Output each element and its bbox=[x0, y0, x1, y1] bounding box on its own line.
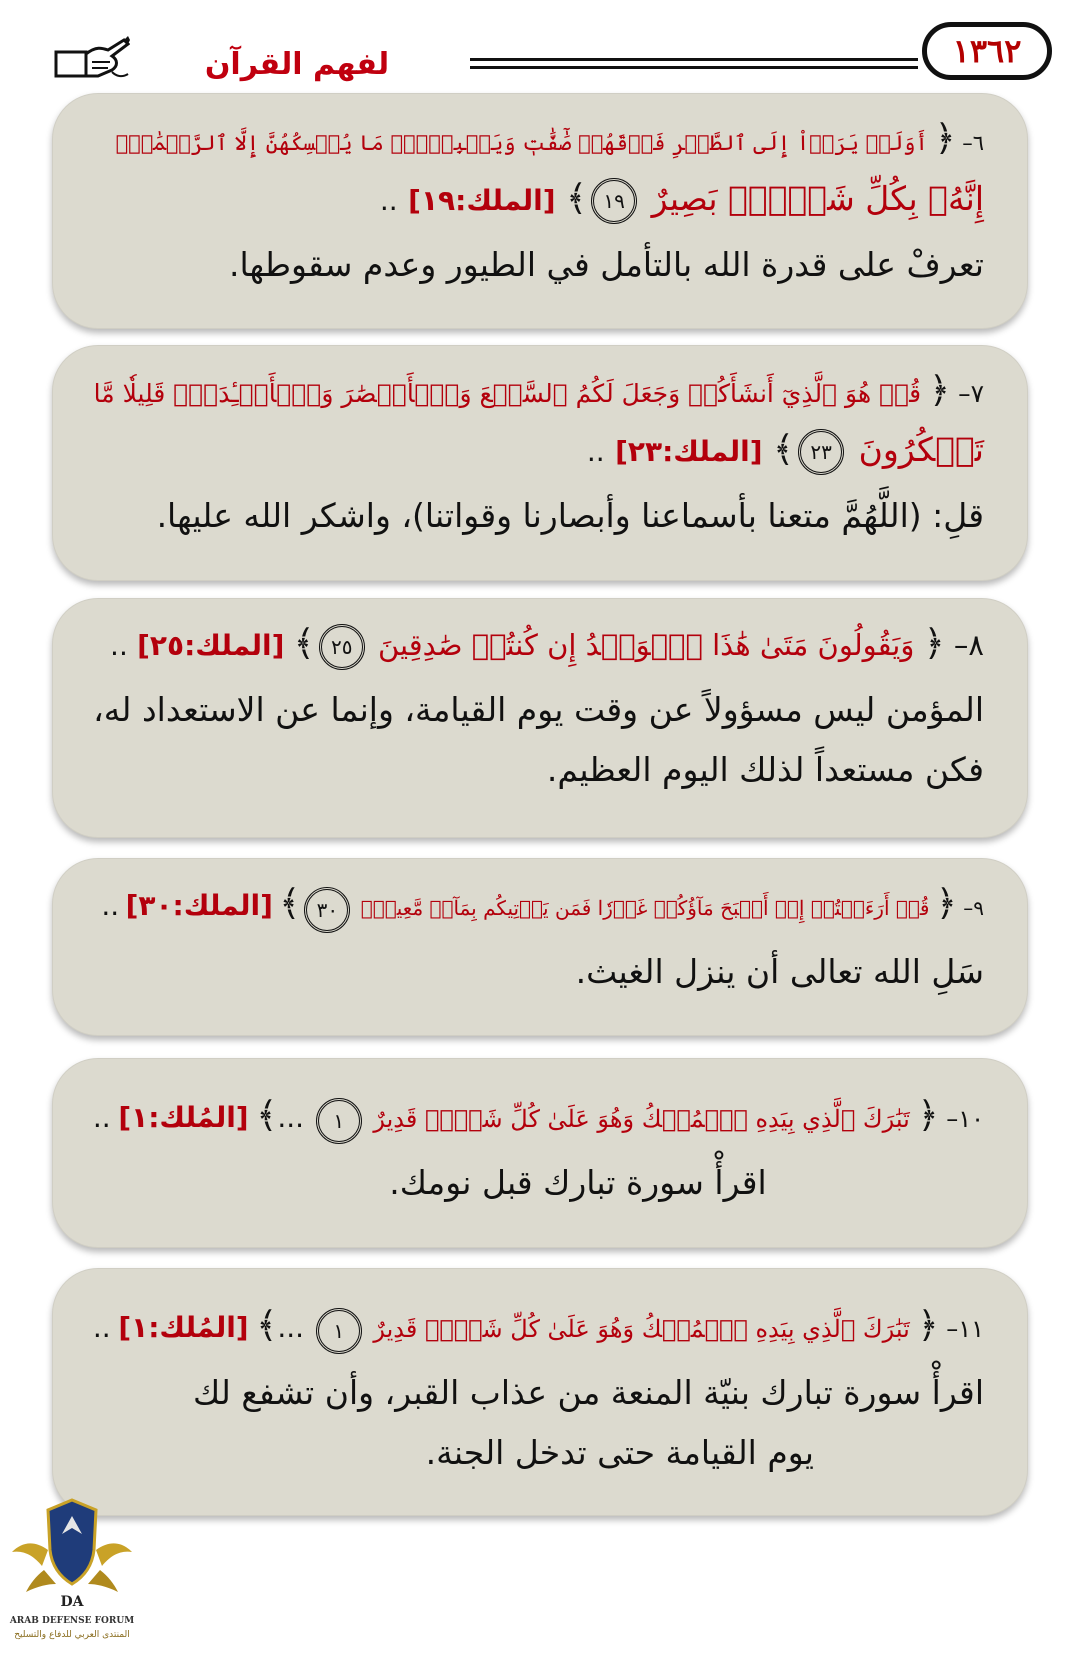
quran-bracket-open: ﴿ bbox=[934, 118, 956, 159]
verse-reference: [المُلك:١] bbox=[118, 1311, 249, 1344]
item-number: ٨– bbox=[953, 628, 984, 662]
ayah-number-badge: ٢٣ bbox=[798, 429, 844, 475]
verse-line bbox=[92, 171, 984, 229]
writing-hand-icon bbox=[52, 32, 130, 88]
verse-line bbox=[92, 111, 984, 171]
eagle-shield-emblem-icon bbox=[8, 1480, 136, 1616]
logo-emblem-text: DA bbox=[60, 1594, 84, 1610]
page-number: ١٣٦٢ bbox=[922, 22, 1052, 80]
verse-card bbox=[52, 1268, 1028, 1516]
quran-bracket-open: ﴿ bbox=[917, 1095, 939, 1136]
verse-reference: [المُلك:١] bbox=[118, 1101, 249, 1134]
commentary-text: اقرأْ سورة تبارك بنيّة المنعة من عذاب القبر، وأن تشفع لك bbox=[192, 1373, 984, 1412]
commentary-text: يوم القيامة حتى تدخل الجنة. bbox=[425, 1433, 814, 1472]
continuation-dots: .. bbox=[92, 1101, 111, 1134]
verse-line bbox=[92, 876, 984, 936]
verse-card bbox=[52, 1058, 1028, 1248]
verse-card bbox=[52, 93, 1028, 329]
commentary-text: فكن مستعداً لذلك اليوم العظيم. bbox=[546, 750, 984, 789]
forum-logo bbox=[8, 1480, 136, 1660]
verse-reference: [الملك:٢٣] bbox=[615, 435, 763, 468]
verse-text: تَشۡكُرُونَ bbox=[858, 430, 984, 469]
item-number: ١١– bbox=[946, 1315, 984, 1343]
verse-line bbox=[92, 1088, 984, 1147]
verse-line bbox=[92, 422, 984, 480]
quran-bracket-close: ﴾ bbox=[256, 1305, 278, 1346]
logo-text-arabic: المنتدى العربي للدفاع والتسليح bbox=[14, 1630, 130, 1640]
header-divider bbox=[470, 66, 918, 69]
ayah-number-badge: ١ bbox=[316, 1308, 362, 1354]
continuation-dots: .. bbox=[92, 1311, 111, 1344]
continuation-dots: .. bbox=[379, 184, 398, 217]
quran-bracket-open: ﴿ bbox=[935, 883, 957, 924]
item-number: ١٠– bbox=[946, 1105, 984, 1133]
verse-text: إِنَّهُۥ بِكُلِّ شَيۡءِۭ بَصِيرٌ bbox=[651, 179, 984, 218]
verse-reference: [الملك:٣٠] bbox=[125, 889, 273, 922]
ellipsis: ... bbox=[277, 1311, 305, 1344]
verse-text: تَبَٰرَكَ ٱلَّذِي بِيَدِهِ ٱلۡمُلۡكُ وَهُوَ عَلَىٰ كُلِّ شَيۡءٖ قَدِيرٌ bbox=[373, 1105, 910, 1133]
quran-bracket-close: ﴾ bbox=[279, 883, 301, 924]
header-divider bbox=[470, 58, 918, 61]
ayah-number-badge: ١ bbox=[316, 1098, 362, 1144]
header-title: لفهم القرآن bbox=[204, 47, 390, 82]
commentary-text: قلِ: (اللَّهُمَّ متعنا بأسماعنا وأبصارنا وقواتنا)، واشكر الله عليها. bbox=[156, 496, 984, 535]
verse-line bbox=[92, 363, 984, 422]
item-number: ٧– bbox=[958, 379, 984, 408]
verse-text: تَبَٰرَكَ ٱلَّذِي بِيَدِهِ ٱلۡمُلۡكُ وَهُوَ عَلَىٰ كُلِّ شَيۡءٖ قَدِيرٌ bbox=[373, 1315, 910, 1343]
ellipsis: ... bbox=[277, 1101, 305, 1134]
quran-bracket-open: ﴿ bbox=[923, 623, 945, 664]
continuation-dots: .. bbox=[101, 889, 120, 922]
verse-text: قُلۡ أَرَءَيۡتُمۡ إِنۡ أَصۡبَحَ مَآؤُكُمۡ غَوۡرٗا فَمَن يَأۡتِيكُم بِمَآءٖ مَّعِينِۭ bbox=[360, 896, 930, 920]
commentary-text: المؤمن ليس مسؤولاً عن وقت يوم القيامة، وإنما عن الاستعداد له، bbox=[93, 690, 984, 729]
ayah-number-badge: ١٩ bbox=[591, 178, 637, 224]
verse-card bbox=[52, 858, 1028, 1036]
verse-line bbox=[92, 616, 984, 674]
commentary-text: تعرفْ على قدرة الله بالتأمل في الطيور وعدم سقوطها. bbox=[228, 245, 984, 284]
quran-bracket-close: ﴾ bbox=[293, 623, 315, 664]
commentary-text: اقرأْ سورة تبارك قبل نومك. bbox=[389, 1163, 767, 1202]
verse-card bbox=[52, 598, 1028, 838]
verse-reference: [الملك:١٩] bbox=[408, 184, 556, 217]
verse-text: قُلۡ هُوَ ٱلَّذِيٓ أَنشَأَكُمۡ وَجَعَلَ لَكُمُ ٱلسَّمۡعَ وَٱلۡأَبۡصَٰرَ وَٱلۡأَفۡـِٔدَةَۖ قَلِيلٗا مَّا bbox=[93, 379, 922, 408]
item-number: ٩– bbox=[963, 896, 984, 920]
logo-text-english: ARAB DEFENSE FORUM bbox=[9, 1616, 135, 1626]
quran-bracket-close: ﴾ bbox=[566, 178, 588, 219]
commentary-text: سَلِ الله تعالى أن ينزل الغيث. bbox=[575, 952, 984, 991]
continuation-dots: .. bbox=[586, 435, 605, 468]
quran-bracket-close: ﴾ bbox=[773, 429, 795, 470]
verse-card bbox=[52, 345, 1028, 581]
quran-bracket-open: ﴿ bbox=[929, 370, 951, 411]
page-header bbox=[0, 0, 1080, 95]
verse-text: وَيَقُولُونَ مَتَىٰ هَٰذَا ٱلۡوَعۡدُ إِن كُنتُمۡ صَٰدِقِينَ bbox=[377, 628, 915, 662]
ayah-number-badge: ٢٥ bbox=[319, 624, 365, 670]
quran-bracket-close: ﴾ bbox=[256, 1095, 278, 1136]
item-number: ٦– bbox=[962, 131, 984, 155]
verse-line bbox=[92, 1298, 984, 1357]
verse-reference: [الملك:٢٥] bbox=[137, 629, 285, 662]
ayah-number-badge: ٣٠ bbox=[304, 887, 350, 933]
continuation-dots: .. bbox=[110, 629, 128, 662]
quran-bracket-open: ﴿ bbox=[917, 1305, 939, 1346]
verse-text: أَوَلَمۡ يَرَوۡاْ إِلَى ٱلطَّيۡرِ فَوۡقَهُمۡ صَٰٓفَّٰتٖ وَيَقۡبِضۡنَۚ مَا يُمۡسِكُهُنَّ إِلَّا ٱلرَّحۡمَٰنُۚ bbox=[115, 131, 928, 155]
